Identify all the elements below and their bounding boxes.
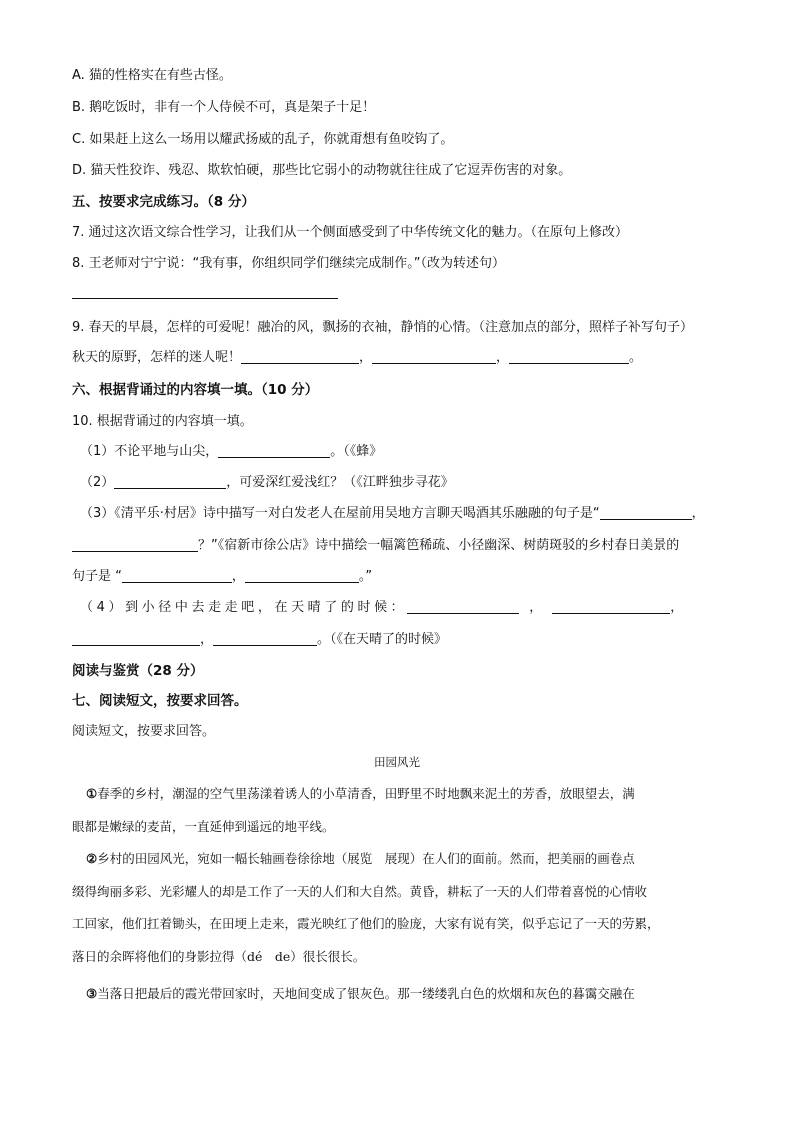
passage-paragraph-3 (72, 978, 726, 1011)
reading-instruction: 阅读短文，按要求回答。 (72, 724, 216, 739)
item-3-text-1-end: ， (691, 506, 705, 521)
passage-paragraph-2 (72, 843, 726, 973)
item-3-text-3-suffix: 。” (358, 569, 373, 584)
answer-blank[interactable] (241, 349, 359, 364)
question-9-answer-row (72, 348, 728, 368)
passage-paragraph-1 (72, 778, 726, 843)
option-c: C. 如果赶上这么一场用以耀武扬威的乱子，你就甭想有鱼咬钩了。 (72, 132, 454, 147)
option-b: B. 鹅吃饭时，非有一个人侍候不可，真是架子十足！ (72, 100, 376, 115)
answer-blank[interactable] (72, 631, 200, 646)
answer-blank[interactable] (122, 568, 232, 583)
comma: ， (359, 350, 373, 365)
item-1-suffix: 。（《蜂》 (330, 444, 383, 459)
section-6-heading: 六、根据背诵过的内容填一填。（10 分） (72, 382, 319, 398)
answer-line-q8[interactable] (72, 298, 338, 299)
answer-blank[interactable] (72, 537, 198, 552)
comma: ， (529, 600, 543, 615)
item-3-text-1: （3）《清平乐·村居》诗中描写一对白发老人在屋前用吴地方言聊天喝酒其乐融融的句子是“ (80, 506, 600, 521)
item-1-row (80, 442, 728, 462)
answer-blank[interactable] (245, 568, 359, 583)
question-9-prompt: 9. 春天的早晨，怎样的可爱呢！融冶的风，飘扬的衣袖，静悄的心情。（注意加点的部分，照样子补写句子） (72, 320, 694, 335)
answer-blank[interactable] (407, 599, 519, 614)
answer-blank[interactable] (372, 349, 496, 364)
item-2-prefix: （2） (80, 475, 115, 490)
question-9-prefix: 秋天的原野，怎样的迷人呢！ (72, 350, 242, 365)
passage-line: 当落日把最后的霞光带回家时，天地间变成了银灰色。那一缕缕乳白色的炊烟和灰色的暮霭交融在 (97, 986, 635, 1001)
answer-blank[interactable] (600, 505, 692, 520)
item-3-text-3-prefix: 句子是 “ (72, 569, 122, 584)
option-d: D. 猫天性狡诈、残忍、欺软怕硬，那些比它弱小的动物就往往成了它逗弄伤害的对象。 (72, 163, 572, 178)
paragraph-number: ② (86, 851, 98, 866)
item-4-row-2 (72, 630, 728, 650)
passage-line: 工回家，他们扛着锄头，在田埂上走来，霞光映红了他们的脸庞，大家有说有笑，似乎忘记了一天的劳累， (72, 916, 660, 931)
option-a: A. 猫的性格实在有些古怪。 (72, 68, 232, 83)
item-2-suffix: ，可爱深红爱浅红？（《江畔独步寻花》 (226, 475, 454, 490)
question-10: 10. 根据背诵过的内容填一填。 (72, 414, 253, 429)
comma: ， (231, 569, 245, 584)
section-5-heading: 五、按要求完成练习。（8 分） (72, 194, 255, 210)
item-4-text-1: （4）到小径中去走走吧，在天晴了的时候： (80, 600, 408, 615)
item-3-row-1 (80, 504, 728, 524)
passage-line: 春季的乡村，潮湿的空气里荡漾着诱人的小草清香，田野里不时地飘来泥土的芳香，放眼望去，满 (97, 786, 635, 801)
comma: ， (200, 632, 214, 647)
question-7: 7. 通过这次语文综合性学习，让我们从一个侧面感受到了中华传统文化的魅力。（在原句上修改） (72, 225, 629, 240)
comma: ， (670, 600, 684, 615)
paragraph-number: ① (86, 786, 98, 801)
passage-line: 眼都是嫩绿的麦苗，一直延伸到遥远的地平线。 (72, 818, 335, 834)
answer-blank[interactable] (114, 474, 226, 489)
question-8: 8. 王老师对宁宁说：“我有事，你组织同学们继续完成制作。”（改为转述句） (72, 256, 506, 271)
answer-blank[interactable] (218, 443, 330, 458)
item-1-prefix: （1）不论平地与山尖， (80, 444, 219, 459)
passage-title: 田园风光 (374, 755, 420, 769)
answer-blank[interactable] (509, 349, 629, 364)
passage-line: 乡村的田园风光，宛如一幅长轴画卷徐徐地（展览 展现）在人们的面前。然而，把美丽的画卷点 (97, 851, 635, 866)
item-3-row-2 (72, 536, 728, 556)
item-4-row-1 (80, 598, 728, 618)
passage-line: 缀得绚丽多彩、光彩耀人的却是工作了一天的人们和大自然。黄昏，耕耘了一天的人们带着喜悦的心情收 (72, 883, 648, 899)
comma: ， (496, 350, 510, 365)
section-7-heading: 七、阅读短文，按要求回答。 (72, 693, 248, 709)
item-4-text-2-suffix: 。（《在天晴了的时候》 (317, 632, 448, 647)
passage-line: 落日的余晖将他们的身影拉得（dé de）很长很长。 (72, 948, 366, 964)
answer-blank[interactable] (552, 599, 670, 614)
paragraph-number: ③ (86, 986, 98, 1001)
period: 。 (629, 350, 643, 365)
answer-blank[interactable] (213, 631, 317, 646)
reading-heading: 阅读与鉴赏（28 分） (72, 663, 204, 679)
item-2-row (80, 473, 728, 493)
item-3-text-2: ？”《宿新市徐公店》诗中描绘一幅篱笆稀疏、小径幽深、树荫斑驳的乡村春日美景的 (198, 538, 680, 553)
item-3-row-3 (72, 567, 728, 587)
